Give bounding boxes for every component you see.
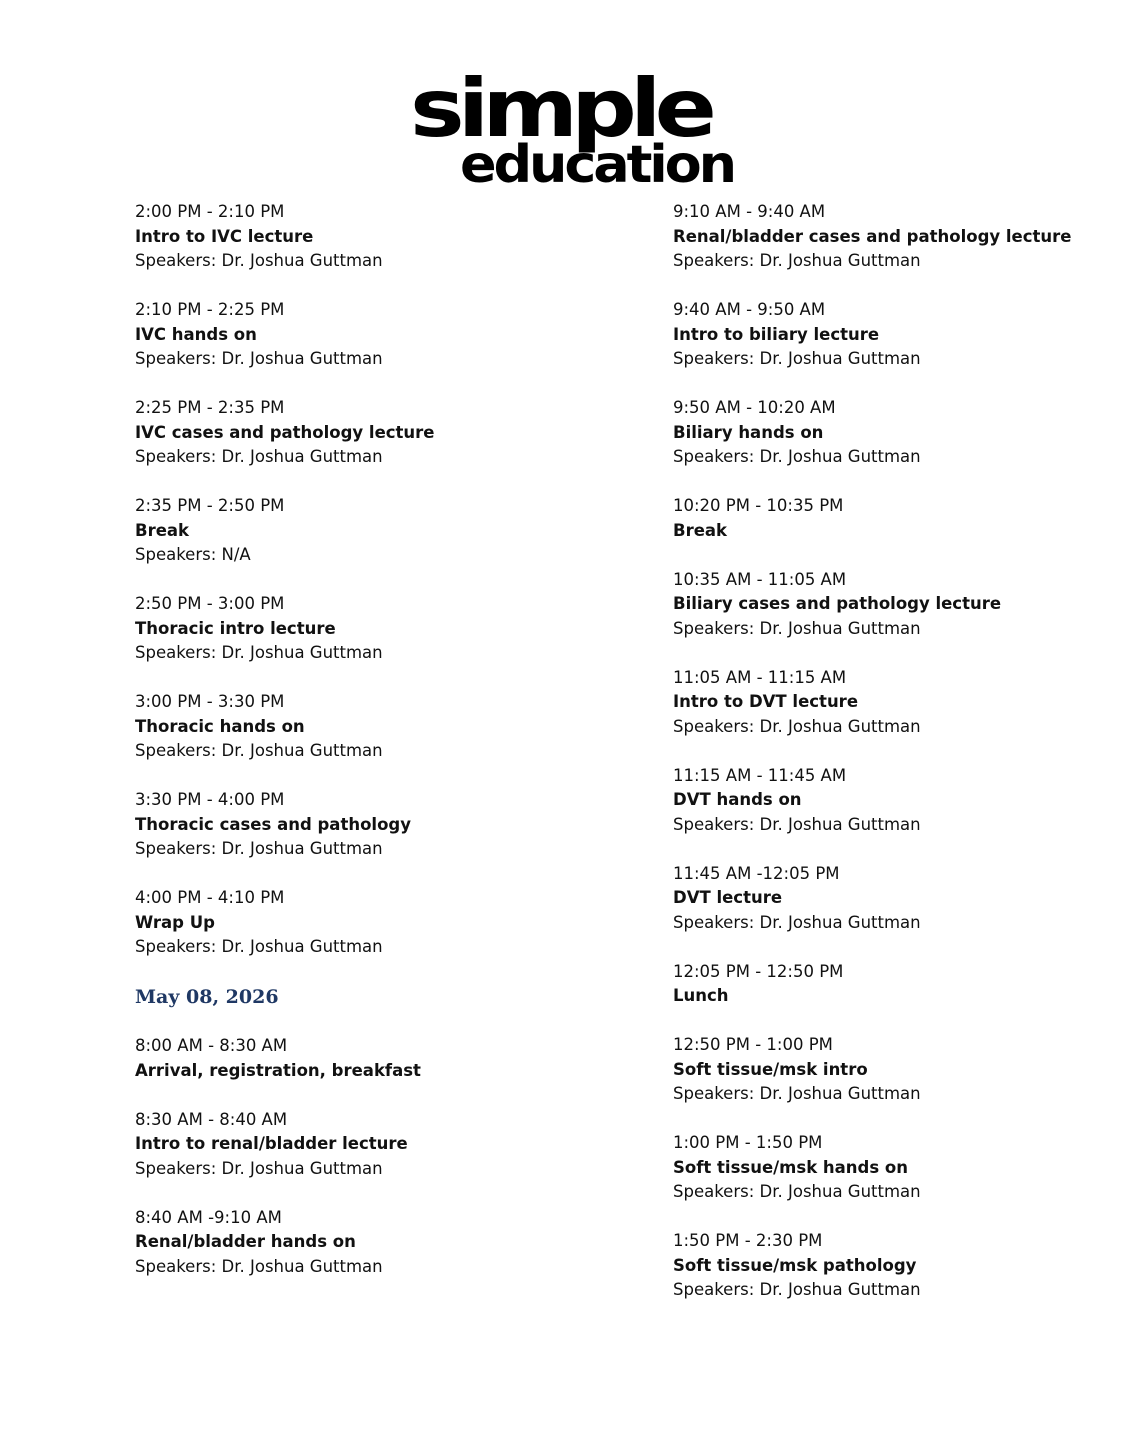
session-title: Break — [673, 520, 728, 540]
session-title: Soft tissue/msk intro — [673, 1059, 868, 1079]
session-time: 4:00 PM - 4:10 PM — [135, 888, 285, 907]
schedule-item — [135, 1206, 605, 1280]
schedule-item — [673, 1033, 1113, 1107]
session-time: 11:15 AM - 11:45 AM — [673, 765, 847, 785]
schedule-item — [135, 592, 605, 666]
session-time: 11:45 AM -12:05 PM — [673, 863, 840, 883]
session-time: 10:20 PM - 10:35 PM — [673, 496, 844, 515]
schedule-item — [135, 690, 605, 764]
session-time: 8:30 AM - 8:40 AM — [135, 1109, 288, 1129]
session-speakers: Speakers: Dr. Joshua Guttman — [135, 1256, 383, 1276]
session-time: 2:35 PM - 2:50 PM — [135, 496, 285, 515]
session-speakers: Speakers: Dr. Joshua Guttman — [673, 1182, 921, 1201]
session-title: Renal/bladder hands on — [135, 1232, 356, 1251]
svg-text:simple: simple — [410, 70, 714, 155]
session-speakers: Speakers: Dr. Joshua Guttman — [673, 447, 921, 466]
session-time: 2:00 PM - 2:10 PM — [135, 202, 285, 221]
session-title: Renal/bladder cases and pathology lecture — [673, 226, 1072, 246]
svg-text:education: education — [460, 135, 734, 188]
schedule-item — [135, 396, 605, 470]
schedule-item — [673, 764, 1113, 838]
session-speakers: Speakers: Dr. Joshua Guttman — [135, 349, 383, 368]
session-time: 12:50 PM - 1:00 PM — [673, 1035, 833, 1054]
session-speakers: Speakers: Dr. Joshua Guttman — [135, 1158, 383, 1178]
session-time: 11:05 AM - 11:15 AM — [673, 667, 847, 687]
schedule-item — [673, 200, 1113, 274]
session-time: 9:50 AM - 10:20 AM — [673, 398, 836, 417]
session-speakers: Speakers: Dr. Joshua Guttman — [135, 447, 383, 466]
schedule-item — [135, 200, 605, 274]
schedule-item — [135, 1034, 605, 1083]
schedule-item — [135, 1108, 605, 1182]
session-speakers: Speakers: Dr. Joshua Guttman — [135, 839, 383, 858]
session-time: 12:05 PM - 12:50 PM — [673, 961, 844, 981]
session-speakers: Speakers: Dr. Joshua Guttman — [135, 937, 383, 956]
simple-education-logo — [408, 70, 738, 188]
logo-graphic — [408, 70, 738, 188]
session-title: IVC hands on — [135, 324, 257, 344]
session-speakers: Speakers: Dr. Joshua Guttman — [673, 716, 921, 736]
session-title: Intro to biliary lecture — [673, 324, 880, 344]
session-time: 2:50 PM - 3:00 PM — [135, 594, 285, 613]
session-time: 1:00 PM - 1:50 PM — [673, 1133, 823, 1152]
session-title: Intro to IVC lecture — [135, 226, 314, 246]
session-time: 2:10 PM - 2:25 PM — [135, 300, 285, 319]
session-title: Thoracic intro lecture — [135, 618, 336, 638]
schedule-item — [673, 960, 1113, 1009]
session-title: Thoracic cases and pathology — [135, 814, 411, 834]
schedule-right-column — [673, 200, 1113, 1327]
session-title: IVC cases and pathology lecture — [135, 422, 435, 442]
schedule-item — [135, 494, 605, 568]
session-time: 3:00 PM - 3:30 PM — [135, 692, 285, 711]
session-title: Biliary hands on — [673, 422, 824, 442]
session-time: 9:40 AM - 9:50 AM — [673, 300, 826, 319]
session-speakers: Speakers: Dr. Joshua Guttman — [673, 1084, 921, 1103]
date-heading: May 08, 2026 — [135, 986, 279, 1008]
session-speakers: Speakers: Dr. Joshua Guttman — [673, 251, 921, 270]
schedule-item — [135, 298, 605, 372]
schedule-item — [673, 494, 1113, 543]
session-title: DVT hands on — [673, 790, 802, 809]
session-title: Arrival, registration, breakfast — [135, 1060, 421, 1080]
schedule-item — [673, 396, 1113, 470]
session-speakers: Speakers: Dr. Joshua Guttman — [673, 349, 921, 368]
session-time: 10:35 AM - 11:05 AM — [673, 569, 847, 589]
session-time: 1:50 PM - 2:30 PM — [673, 1231, 823, 1250]
session-time: 8:00 AM - 8:30 AM — [135, 1036, 288, 1055]
session-time: 9:10 AM - 9:40 AM — [673, 202, 826, 221]
schedule-item — [673, 568, 1113, 642]
schedule-item — [135, 788, 605, 862]
session-title: Biliary cases and pathology lecture — [673, 594, 1002, 613]
schedule-item — [673, 666, 1113, 740]
schedule-item — [673, 298, 1113, 372]
session-title: DVT lecture — [673, 888, 783, 907]
schedule-item — [135, 886, 605, 960]
schedule-item — [673, 1229, 1113, 1303]
session-title: Intro to DVT lecture — [673, 692, 859, 711]
session-speakers: Speakers: Dr. Joshua Guttman — [135, 741, 383, 760]
session-speakers: Speakers: Dr. Joshua Guttman — [673, 814, 921, 834]
schedule-item — [673, 862, 1113, 936]
session-speakers: Speakers: Dr. Joshua Guttman — [135, 251, 383, 270]
session-title: Lunch — [673, 986, 729, 1005]
session-speakers: Speakers: N/A — [135, 545, 251, 564]
session-time: 3:30 PM - 4:00 PM — [135, 790, 285, 809]
session-time: 2:25 PM - 2:35 PM — [135, 398, 285, 417]
session-time: 8:40 AM -9:10 AM — [135, 1207, 282, 1227]
schedule-left-column — [135, 200, 605, 1304]
session-title: Soft tissue/msk hands on — [673, 1157, 908, 1177]
session-speakers: Speakers: Dr. Joshua Guttman — [135, 643, 383, 662]
session-speakers: Speakers: Dr. Joshua Guttman — [673, 618, 921, 638]
session-title: Soft tissue/msk pathology — [673, 1255, 917, 1275]
session-speakers: Speakers: Dr. Joshua Guttman — [673, 1280, 921, 1299]
session-speakers: Speakers: Dr. Joshua Guttman — [673, 912, 921, 932]
session-title: Break — [135, 520, 190, 540]
session-title: Thoracic hands on — [135, 716, 305, 736]
schedule-item — [673, 1131, 1113, 1205]
session-title: Wrap Up — [135, 912, 215, 932]
session-title: Intro to renal/bladder lecture — [135, 1134, 408, 1153]
